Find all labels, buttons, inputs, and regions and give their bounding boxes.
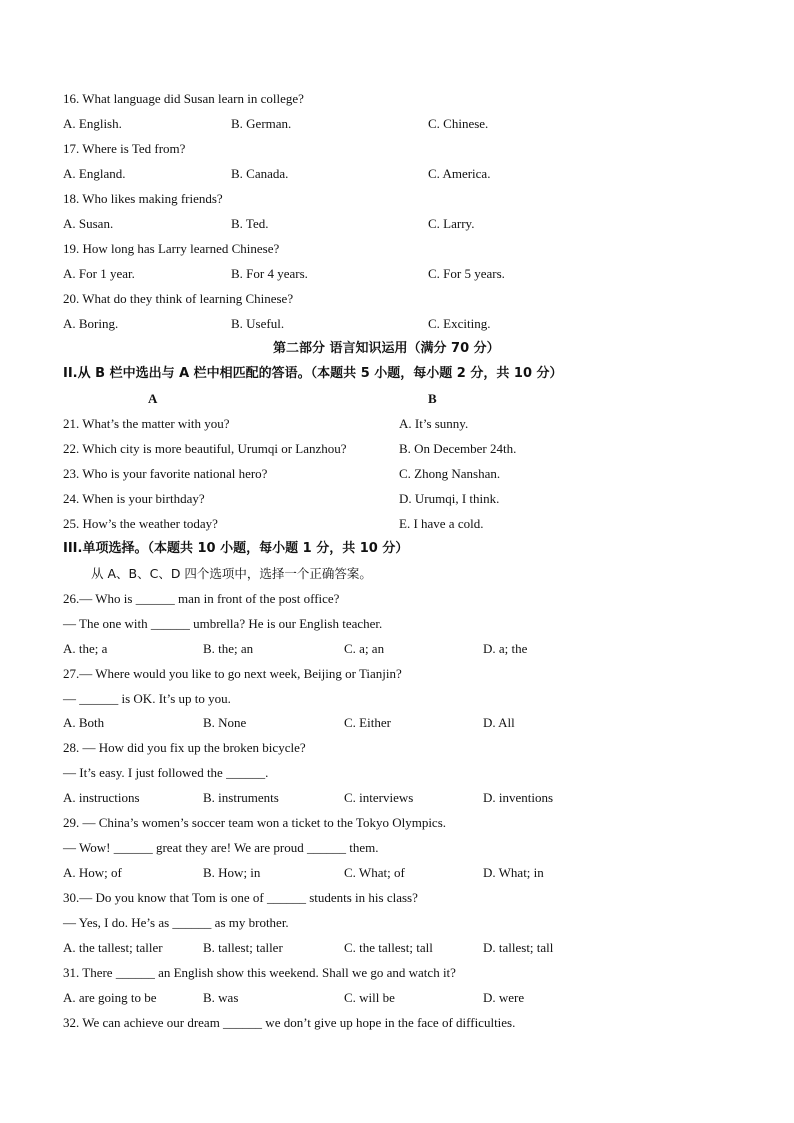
question-20-option-b: B. Useful. — [231, 316, 285, 331]
question-17-option-b: B. Canada. — [231, 166, 289, 181]
question-27-line-1: 27.— Where would you like to go next week, Beijing or Tianjin? — [63, 666, 402, 681]
question-31-option-d: D. were — [483, 990, 525, 1005]
question-26-line-1: 26.— Who is ______ man in front of the post office? — [63, 591, 340, 606]
question-27-option-c: C. Either — [344, 715, 391, 730]
question-29-option-a: A. How; of — [63, 865, 122, 880]
question-18-stem: 18. Who likes making friends? — [63, 191, 223, 206]
question-17-option-c: C. America. — [428, 166, 491, 181]
question-28-option-d: D. inventions — [483, 790, 554, 805]
match-item-23: 23. Who is your favorite national hero? — [63, 466, 268, 481]
question-27-option-d: D. All — [483, 715, 515, 730]
question-29-option-c: C. What; of — [344, 865, 405, 880]
match-answer-c: C. Zhong Nanshan. — [399, 466, 501, 481]
question-31-line-1: 31. There ______ an English show this weekend. Shall we go and watch it? — [63, 965, 456, 980]
question-19-option-b: B. For 4 years. — [231, 266, 308, 281]
match-answer-e: E. I have a cold. — [399, 516, 484, 531]
question-18-option-c: C. Larry. — [428, 216, 475, 231]
question-28-option-a: A. instructions — [63, 790, 140, 805]
match-answer-d: D. Urumqi, I think. — [399, 491, 500, 506]
question-17-option-a: A. England. — [63, 166, 126, 181]
section-3-instruction: 从 A、B、C、D 四个选项中，选择一个正确答案。 — [91, 566, 372, 581]
section-2-title: II.从 B 栏中选出与 A 栏中相匹配的答语。（本题共 5 小题，每小题 2 分，共 10 分） — [63, 366, 563, 381]
question-16-stem: 16. What language did Susan learn in college? — [63, 91, 304, 106]
question-31-option-a: A. are going to be — [63, 990, 157, 1005]
question-31-option-c: C. will be — [344, 990, 395, 1005]
question-28-line-2: — It’s easy. I just followed the ______. — [63, 765, 269, 780]
question-30-option-a: A. the tallest; taller — [63, 940, 163, 955]
match-item-25: 25. How’s the weather today? — [63, 516, 218, 531]
question-30-option-c: C. the tallest; tall — [344, 940, 433, 955]
question-26-option-b: B. the; an — [203, 641, 254, 656]
question-26-line-2: — The one with ______ umbrella? He is our English teacher. — [63, 616, 383, 631]
match-item-21: 21. What’s the matter with you? — [63, 416, 230, 431]
question-16-option-a: A. English. — [63, 116, 122, 131]
match-answer-a: A. It’s sunny. — [399, 416, 469, 431]
match-item-22: 22. Which city is more beautiful, Urumqi or Lanzhou? — [63, 441, 347, 456]
question-17-stem: 17. Where is Ted from? — [63, 141, 186, 156]
part-2-title: 第二部分 语言知识运用（满分 70 分） — [273, 341, 500, 356]
question-28-option-b: B. instruments — [203, 790, 279, 805]
question-26-option-d: D. a; the — [483, 641, 528, 656]
question-19-option-c: C. For 5 years. — [428, 266, 505, 281]
question-30-line-1: 30.— Do you know that Tom is one of ______ students in his class? — [63, 890, 418, 905]
question-28-option-c: C. interviews — [344, 790, 414, 805]
question-28-line-1: 28. — How did you fix up the broken bicycle? — [63, 740, 306, 755]
question-31-option-b: B. was — [203, 990, 239, 1005]
question-29-option-d: D. What; in — [483, 865, 544, 880]
question-26-option-a: A. the; a — [63, 641, 108, 656]
match-item-24: 24. When is your birthday? — [63, 491, 205, 506]
question-29-option-b: B. How; in — [203, 865, 261, 880]
question-18-option-b: B. Ted. — [231, 216, 269, 231]
question-20-option-c: C. Exciting. — [428, 316, 491, 331]
question-16-option-c: C. Chinese. — [428, 116, 489, 131]
column-b-header: B — [428, 391, 437, 406]
question-16-option-b: B. German. — [231, 116, 292, 131]
question-27-line-2: — ______ is OK. It’s up to you. — [63, 691, 231, 706]
question-20-stem: 20. What do they think of learning Chinese? — [63, 291, 294, 306]
question-27-option-b: B. None — [203, 715, 247, 730]
question-26-option-c: C. a; an — [344, 641, 385, 656]
question-32-line-1: 32. We can achieve our dream ______ we don’t give up hope in the face of difficulties. — [63, 1015, 516, 1030]
question-29-line-1: 29. — China’s women’s soccer team won a ticket to the Tokyo Olympics. — [63, 815, 447, 830]
question-27-option-a: A. Both — [63, 715, 105, 730]
question-19-stem: 19. How long has Larry learned Chinese? — [63, 241, 280, 256]
match-answer-b: B. On December 24th. — [399, 441, 517, 456]
question-19-option-a: A. For 1 year. — [63, 266, 135, 281]
section-3-title: III.单项选择。（本题共 10 小题，每小题 1 分，共 10 分） — [63, 541, 409, 556]
question-30-option-d: D. tallest; tall — [483, 940, 554, 955]
question-18-option-a: A. Susan. — [63, 216, 114, 231]
column-a-header: A — [148, 391, 158, 406]
question-20-option-a: A. Boring. — [63, 316, 119, 331]
question-29-line-2: — Wow! ______ great they are! We are proud ______ them. — [63, 840, 379, 855]
question-30-line-2: — Yes, I do. He’s as ______ as my brother. — [63, 915, 289, 930]
question-30-option-b: B. tallest; taller — [203, 940, 283, 955]
